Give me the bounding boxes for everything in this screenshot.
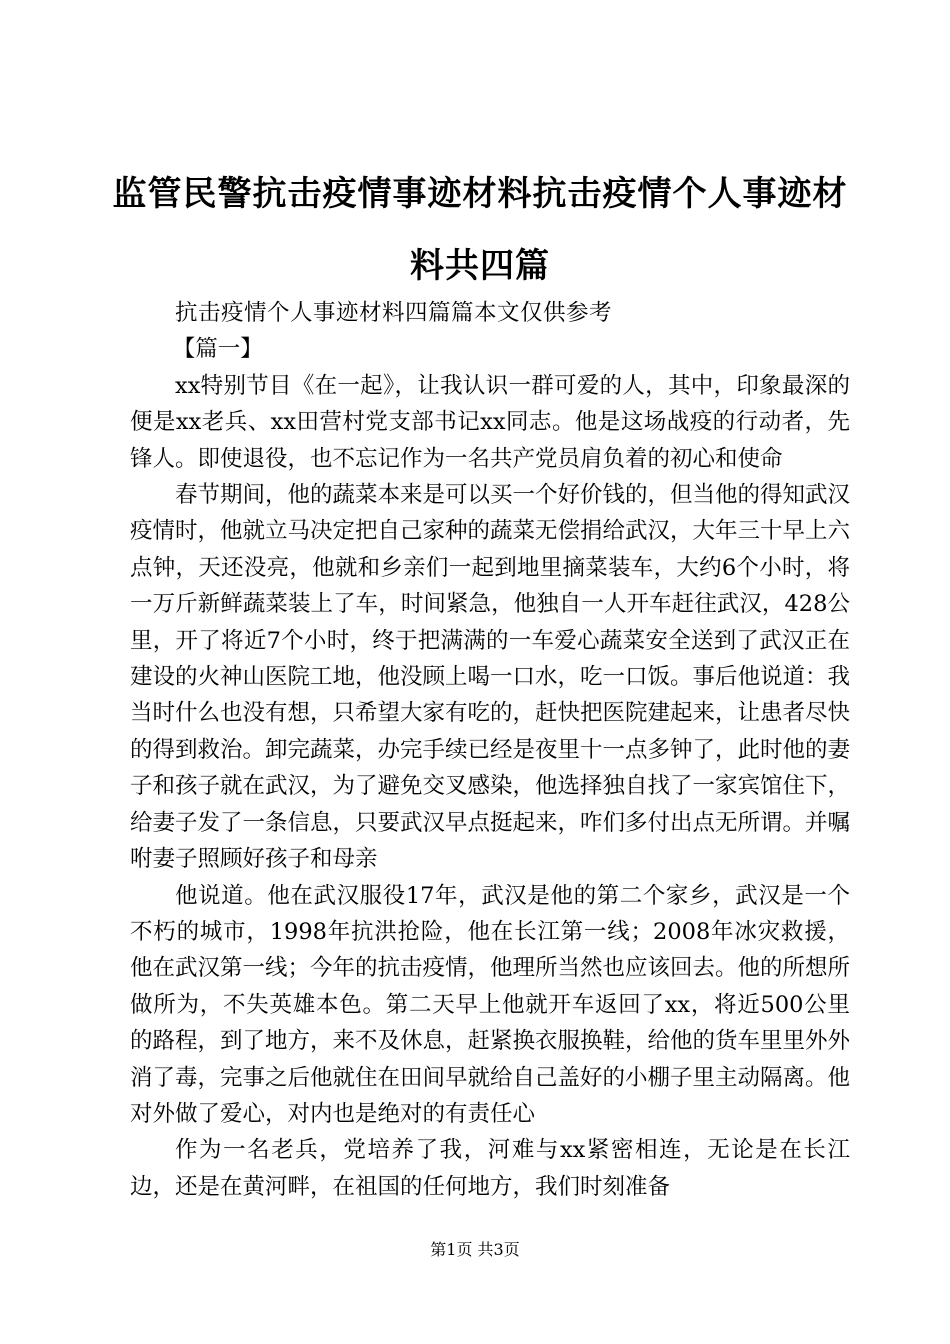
document-subtitle: 抗击疫情个人事迹材料四篇篇本文仅供参考 [175, 300, 613, 326]
paragraph: xx特别节目《在一起》，让我认识一群可爱的人，其中，印象最深的便是xx老兵、xx田营村党支部书记xx同志。他是这场战疫的行动者，先锋人。即使退役，也不忘记作为一名共产党员肩负着的初心和使命 [130, 372, 850, 472]
paragraph: 他说道。他在武汉服役17年，武汉是他的第二个家乡，武汉是一个不朽的城市，1998年抗洪抢险，他在长江第一线；2008年冰灾救援，他在武汉第一线；今年的抗击疫情，他理所当然也应该回去。他的所想所做所为，不失英雄本色。第二天早上他就开车返回了xx，将近500公里的路程，到了地方，来不及休息，赶紧换衣服换鞋，给他的货车里里外外消了毒，完事之后他就住在田间早就给自己盖好的小棚子里主动隔离。他对外做了爱心，对内也是绝对的有责任心 [130, 882, 851, 1127]
paragraph: 春节期间，他的蔬菜本来是可以买一个好价钱的，但当他的得知武汉疫情时，他就立马决定把自己家种的蔬菜无偿捐给武汉，大年三十早上六点钟，天还没亮，他就和乡亲们一起到地里摘菜装车，大约6个小时，将一万斤新鲜蔬菜装上了车，时间紧急，他独自一人开车赶往武汉，428公里，开了将近7个小时，终于把满满的一车爱心蔬菜安全送到了武汉正在建设的火神山医院工地，他没顾上喝一口水，吃一口饭。事后他说道：我当时什么也没有想，只希望大家有吃的，赶快把医院建起来，让患者尽快的得到救治。卸完蔬菜，办完手续已经是夜里十一点多钟了，此时他的妻子和孩子就在武汉，为了避免交叉感染，他选择独自找了一家宾馆住下，给妻子发了一条信息，只要武汉早点挺起来，咋们多付出点无所谓。并嘱咐妻子照顾好孩子和母亲 [130, 482, 851, 873]
paragraph: 作为一名老兵，党培养了我，河难与xx紧密相连，无论是在长江边，还是在黄河畔，在祖国的任何地方，我们时刻准备 [130, 1137, 850, 1200]
page-title: 监管民警抗击疫情事迹材料抗击疫情个人事迹材料共四篇 [112, 174, 848, 286]
page-number-footer: 第1页 共3页 [430, 1240, 520, 1259]
section-heading: 【篇一】 [172, 336, 263, 363]
document-body [130, 295, 850, 1205]
